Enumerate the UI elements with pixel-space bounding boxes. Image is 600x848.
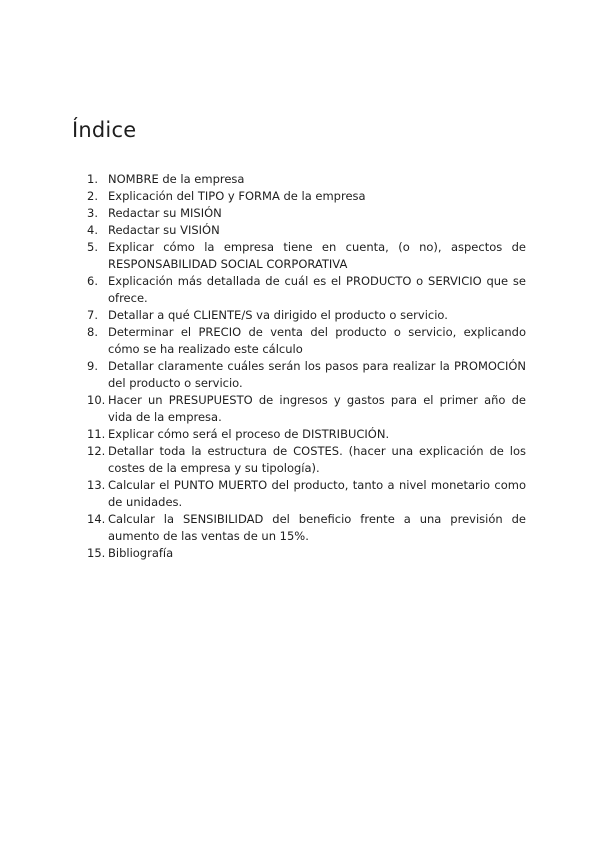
toc-item-number: 13. (87, 478, 106, 492)
toc-item-7 (87, 307, 526, 324)
toc-item-text: Detallar toda la estructura de COSTES. (hacer una explicación de los costes de la empresa y su tipología). (108, 444, 526, 475)
toc-item-text: Detallar claramente cuáles serán los pasos para realizar la PROMOCIÓN del producto o servicio. (108, 359, 526, 390)
toc-item-text: Explicación del TIPO y FORMA de la empresa (108, 189, 366, 203)
toc-item-6 (87, 273, 526, 307)
toc-item-5 (87, 239, 526, 273)
toc-item-text: Determinar el PRECIO de venta del producto o servicio, explicando cómo se ha realizado este cálculo (108, 325, 526, 356)
toc-item-1 (87, 171, 526, 188)
toc-item-12 (87, 443, 526, 477)
toc-item-3 (87, 205, 526, 222)
toc-item-text: Explicar cómo la empresa tiene en cuenta, (o no), aspectos de RESPONSABILIDAD SOCIAL CORPORATIVA (108, 240, 526, 271)
toc-item-text: Redactar su MISIÓN (108, 206, 222, 220)
toc-item-14 (87, 511, 526, 545)
toc-item-text: Explicación más detallada de cuál es el PRODUCTO o SERVICIO que se ofrece. (108, 274, 526, 305)
toc-item-2 (87, 188, 526, 205)
toc-item-text: Detallar a qué CLIENTE/S va dirigido el producto o servicio. (108, 308, 448, 322)
toc-item-text: NOMBRE de la empresa (108, 172, 245, 186)
toc-item-number: 15. (87, 546, 106, 560)
toc-item-10 (87, 392, 526, 426)
toc-item-number: 3. (87, 206, 98, 220)
toc-item-number: 6. (87, 274, 98, 288)
page-title: Índice (72, 118, 137, 142)
toc-item-13 (87, 477, 526, 511)
toc-item-number: 8. (87, 325, 98, 339)
toc-item-number: 11. (87, 427, 106, 441)
toc-item-number: 9. (87, 359, 98, 373)
toc-item-text: Calcular la SENSIBILIDAD del beneficio frente a una previsión de aumento de las ventas de un 15%. (108, 512, 526, 543)
toc-item-9 (87, 358, 526, 392)
toc-item-number: 4. (87, 223, 98, 237)
toc-item-number: 12. (87, 444, 106, 458)
toc-item-text: Bibliografía (108, 546, 174, 560)
toc-item-number: 2. (87, 189, 98, 203)
toc-item-15 (87, 545, 526, 562)
toc-item-11 (87, 426, 526, 443)
toc-item-text: Explicar cómo será el proceso de DISTRIBUCIÓN. (108, 427, 390, 441)
toc-item-number: 14. (87, 512, 106, 526)
table-of-contents (87, 171, 526, 562)
toc-item-4 (87, 222, 526, 239)
toc-item-text: Calcular el PUNTO MUERTO del producto, tanto a nivel monetario como de unidades. (108, 478, 526, 509)
toc-item-text: Hacer un PRESUPUESTO de ingresos y gastos para el primer año de vida de la empresa. (108, 393, 526, 424)
toc-item-number: 10. (87, 393, 106, 407)
toc-item-number: 1. (87, 172, 98, 186)
toc-item-number: 5. (87, 240, 98, 254)
toc-item-number: 7. (87, 308, 98, 322)
toc-item-text: Redactar su VISIÓN (108, 223, 220, 237)
toc-item-8 (87, 324, 526, 358)
